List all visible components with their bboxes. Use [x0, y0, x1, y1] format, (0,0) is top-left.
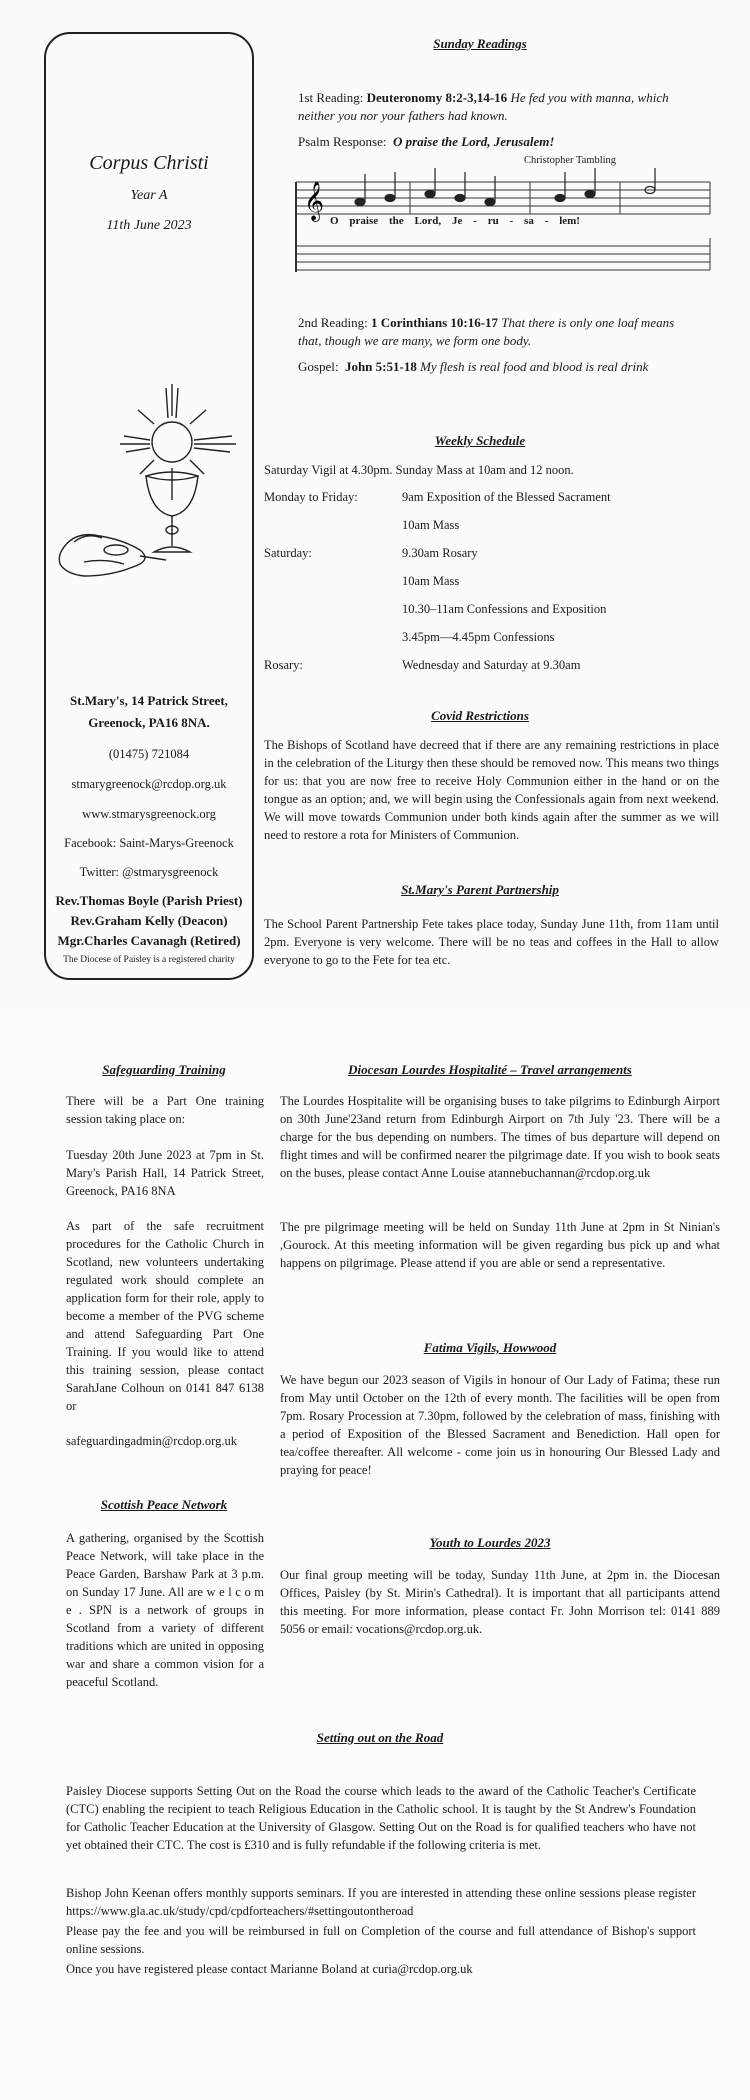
schedule-saturday-item: 10am Mass: [402, 574, 460, 588]
lyric-syllable: -: [544, 215, 549, 227]
schedule-saturday-item: 10.30–11am Confessions and Exposition: [402, 602, 607, 616]
liturgical-year: Year A: [130, 188, 168, 203]
address-line-1: St.Mary's, 14 Patrick Street,: [70, 693, 228, 708]
schedule-saturday-item: 9.30am Rosary: [402, 546, 478, 560]
covid-heading: Covid Restrictions: [431, 708, 529, 723]
schedule-heading: Weekly Schedule: [434, 433, 526, 448]
psalm-lyrics: [330, 215, 580, 227]
lyric-syllable: -: [509, 215, 514, 227]
clergy-retired: Mgr.Charles Cavanagh (Retired): [57, 933, 241, 948]
safeguarding-heading: Safeguarding Training: [102, 1062, 226, 1077]
road-text-1: Paisley Diocese supports Setting Out on the Road the course which leads to the award of the Catholic Teacher's Certificate (CTC) enabling the recipient to teach Religious Education in the Catholic school. It is taught by the St Andrew's Foundation for Catholic Teacher Education at the University of Glasgow. Setting Out on the Road is for qualified teachers who have not yet obtained their CTC. The cost is £310 and is fully refundable if the following criteria is met.: [66, 1784, 696, 1852]
safeguarding-intro: There will be a Part One training session taking place on:: [66, 1094, 264, 1126]
schedule-weekday-item: 10am Mass: [402, 518, 460, 532]
first-reading: [298, 89, 698, 125]
charity-notice: The Diocese of Paisley is a registered charity: [63, 955, 235, 965]
lyric-syllable: ru: [487, 215, 499, 227]
psalm-label: Psalm Response:: [298, 134, 387, 149]
twitter-handle[interactable]: Twitter: @stmarysgreenock: [79, 865, 219, 879]
bulletin-date: 11th June 2023: [106, 218, 192, 233]
schedule-rosary-item: Wednesday and Saturday at 9.30am: [402, 658, 581, 672]
parent-heading: St.Mary's Parent Partnership: [401, 882, 559, 897]
lourdes-heading: Diocesan Lourdes Hospitalité – Travel arrangements: [348, 1062, 632, 1077]
road-text-3: Please pay the fee and you will be reimbursed in full on Completion of the course and full attendance of Bishop's support online sessions.: [66, 1924, 696, 1956]
readings-heading: Sunday Readings: [433, 36, 527, 51]
youth-text: Our final group meeting will be today, Sunday 11th June, at 2pm in. the Diocesan Offices, Paisley (by St. Mirin's Cathedral). It is important that all participants attend this meeting. For more information, please contact Fr. John Morrison tel: 0141 889 5056 or email: vocations@rcdop.org.uk.: [280, 1568, 720, 1636]
first-reading-label: 1st Reading:: [298, 90, 364, 105]
lyric-syllable: -: [473, 215, 477, 227]
peace-heading: Scottish Peace Network: [100, 1497, 228, 1512]
schedule-saturday-label: Saturday:: [264, 546, 312, 560]
lyric-syllable: lem!: [559, 215, 580, 227]
first-reading-text: He fed you with manna, which neither you nor your fathers had known.: [298, 90, 669, 123]
lyric-syllable: Je: [451, 215, 463, 227]
fatima-heading-wrap: [380, 1340, 600, 1356]
schedule-rosary-label: Rosary:: [264, 658, 303, 672]
safeguarding-date: Tuesday 20th June 2023 at 7pm in St. Mary's Parish Hall, 14 Patrick Street, Greenock, PA16 8NA: [66, 1148, 264, 1198]
composer: Christopher Tambling: [523, 155, 617, 166]
youth-heading: Youth to Lourdes 2023: [429, 1535, 551, 1550]
safeguarding-email[interactable]: safeguardingadmin@rcdop.org.uk: [66, 1434, 237, 1448]
peace-text: A gathering, organised by the Scottish Peace Network, will take place in the Peace Garden, Barshaw Park at 3 p.m. on Sunday 17 June. All are w e l c o m e . SPN is a network of groups in Scotland from a variety of different traditions which are united in opposing war and share a common vision for a peaceful Scotland.: [66, 1531, 264, 1689]
readings-heading-wrap: [380, 36, 580, 52]
second-reading-label: 2nd Reading:: [298, 315, 368, 330]
fatima-heading: Fatima Vigils, Howwood: [423, 1340, 557, 1355]
lourdes-text-1: The Lourdes Hospitalite will be organising buses to take pilgrims to Edinburgh Airport on 30th June'23and return from Edinburgh Airport on 7th July '23. There will be a charge for the bus depending on numbers. The times of bus departure will depend on flight times and will be confirmed nearer the pilgrimage date. If you wish to book seats on the buses, please contact Anne Louise atannebuchannan@rcdop.org.uk: [280, 1094, 720, 1180]
covid-text: The Bishops of Scotland have decreed that if there are any remaining restrictions in place in the celebration of the Liturgy then these should be removed now. This means two things for us: that you are now free to receive Holy Communion either in the hand or on the tongue as an option; and, we will begin using the Confessionals again from next weekend. We will move towards Communion under both kinds again after the summer as we will need to restore a rota for Ministers of Communion.: [264, 738, 719, 842]
lyric-syllable: the: [388, 215, 404, 227]
svg-text:𝄞: 𝄞: [304, 181, 325, 221]
feast-title: Corpus Christi: [89, 152, 209, 174]
schedule-heading-wrap: [380, 433, 580, 449]
gospel-text: My flesh is real food and blood is real drink: [420, 359, 649, 374]
lyric-syllable: O: [330, 215, 339, 227]
schedule-saturday-item: 3.45pm—4.45pm Confessions: [402, 630, 555, 644]
phone-number: (01475) 721084: [108, 747, 190, 761]
lyric-syllable: praise: [349, 215, 379, 227]
first-reading-ref: Deuteronomy 8:2-3,14-16: [366, 90, 508, 105]
parent-heading-wrap: [360, 882, 600, 898]
schedule-weekday-label: Monday to Friday:: [264, 490, 358, 504]
gospel-reading: [298, 358, 718, 376]
gospel-label: Gospel:: [298, 359, 339, 374]
schedule-weekday-item: 9am Exposition of the Blessed Sacrament: [402, 490, 611, 504]
road-text-4: Once you have registered please contact Marianne Boland at curia@rcdop.org.uk: [66, 1962, 473, 1976]
parish-website[interactable]: www.stmarysgreenock.org: [82, 807, 216, 821]
safeguarding-details: As part of the safe recruitment procedures for the Catholic Church in Scotland, new volunteers undertaking regulated work should complete an application form for their role, apply to become a member of the PVG scheme and attend Safeguarding Part One Training. If you would like to attend this training session, please contact SarahJane Colhoun on 0141 847 6138 or: [66, 1219, 264, 1413]
lourdes-text-2: The pre pilgrimage meeting will be held on Sunday 11th June at 2pm in St Ninian's ,Gourock. At this meeting information will be given regarding bus pick up and what happens on pilgrimage. Please attend if you are able or send a representative.: [280, 1220, 720, 1270]
parish-email[interactable]: stmarygreenock@rcdop.org.uk: [71, 777, 227, 791]
parent-text: The School Parent Partnership Fete takes place today, Sunday June 11th, from 11am until 2pm. Everyone is very welcome. There will be no teas and coffees in the Hall to allow everyone to go to the Fete for tea etc.: [264, 917, 719, 967]
second-reading-ref: 1 Corinthians 10:16-17: [370, 315, 499, 330]
lourdes-heading-wrap: [300, 1062, 680, 1078]
address-line-2: Greenock, PA16 8NA.: [88, 715, 210, 730]
gospel-ref: John 5:51-18: [344, 359, 417, 374]
psalm-response: [298, 133, 698, 151]
clergy-deacon: Rev.Graham Kelly (Deacon): [70, 913, 228, 928]
schedule-vigil: Saturday Vigil at 4.30pm. Sunday Mass at 10am and 12 noon.: [264, 463, 574, 477]
road-heading: Setting out on the Road: [316, 1730, 444, 1745]
road-text-2: Bishop John Keenan offers monthly supports seminars. If you are interested in attending these online sessions please register https://www.gla.ac.uk/study/cpd/cpdforteachers/#settingoutontheroad: [66, 1886, 696, 1918]
fatima-text: We have begun our 2023 season of Vigils in honour of Our Lady of Fatima; these run from May until October on the 12th of every month. The facilities will be open from 7pm. Rosary Procession at 7.30pm, followed by the celebration of mass, finishing with a period of Exposition of the Blessed Sacrament and Benediction. Hall open for tea/coffee thereafter. All welcome - come join us in honouring Our Blessed Lady and praying for peace!: [280, 1373, 720, 1477]
psalm-text: O praise the Lord, Jerusalem!: [392, 134, 555, 149]
lyric-syllable: sa: [524, 215, 534, 227]
youth-heading-wrap: [380, 1535, 600, 1551]
lyric-syllable: Lord,: [414, 215, 442, 227]
covid-heading-wrap: [380, 708, 580, 724]
clergy-parish-priest: Rev.Thomas Boyle (Parish Priest): [55, 893, 243, 908]
second-reading-text: That there is only one loaf means that, though we are many, we form one body.: [298, 315, 675, 348]
road-heading-wrap: [280, 1730, 480, 1746]
peace-heading-wrap: [64, 1497, 264, 1513]
safeguarding-heading-wrap: [64, 1062, 264, 1078]
second-reading: [298, 314, 698, 350]
chalice-host-icon: [54, 380, 244, 585]
facebook-handle[interactable]: Facebook: Saint-Marys-Greenock: [64, 836, 234, 850]
